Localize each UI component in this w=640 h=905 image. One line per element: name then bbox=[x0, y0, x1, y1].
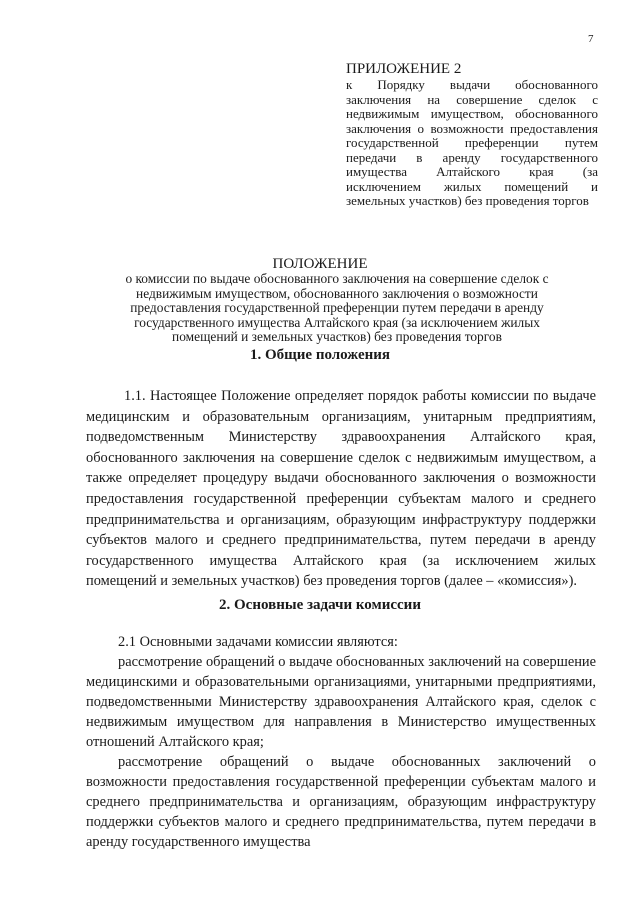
document-subtitle: о комиссии по выдаче обоснованного заключения на совершение сделок с недвижимым имуществом, обоснованного заключения о возможности предоставления государственной преференции путем передачи в аренду государственного имущества Алтайского края (за исключением жилых помещений и земельных участков) без проведения торгов bbox=[125, 271, 549, 345]
section-heading-tasks: 2. Основные задачи комиссии bbox=[219, 597, 421, 613]
paragraph: 1.1. Настоящее Положение определяет порядок работы комиссии по выдаче медицинским и образовательным организациям, унитарным предприятиям, подведомственным Министерству здравоохранения Алтайского края, обоснованного заключения на совершение сделок с недвижимым имуществом, а также определяет процедуру выдачи обоснованного заключения о возможности предоставления государственной преференции субъектам малого и среднего предпринимательства и организациям, образующим инфраструктуру поддержки субъектов малого и среднего предпринимательства, путем передачи в аренду государственного имущества Алтайского края (за исключением жилых помещений и земельных участков) без проведения торгов (далее – «комиссия»). bbox=[86, 388, 596, 590]
list-item: рассмотрение обращений о выдаче обоснованных заключений о возможности предоставления государственной преференции субъектам малого и среднего предпринимательства и организациям, образующим инфраструктуру поддержки субъектов малого и среднего предпринимательства, путем передачи в аренду государственного имущества bbox=[86, 754, 596, 850]
appendix-title: ПРИЛОЖЕНИЕ 2 bbox=[346, 61, 462, 77]
section-body-general bbox=[86, 386, 596, 592]
list-item: рассмотрение обращений о выдаче обоснованных заключений на совершение медицинскими и образовательными организациями, унитарными предприятиями, подведомственными Министерству здравоохранения Алтайского края, сделок с недвижимым имуществом для направления в Министерство имущественных отношений Алтайского края; bbox=[86, 654, 596, 750]
section-body-tasks bbox=[86, 632, 596, 852]
section-heading-general: 1. Общие положения bbox=[249, 347, 391, 363]
document-title: ПОЛОЖЕНИЕ bbox=[272, 256, 368, 272]
paragraph-lead: 2.1 Основными задачами комиссии являются: bbox=[118, 634, 398, 650]
appendix-block bbox=[346, 61, 598, 209]
page-number: 7 bbox=[588, 33, 594, 45]
appendix-text: к Порядку выдачи обоснованного заключения на совершение сделок с недвижимым имуществом, обоснованного заключения о возможности предоставления государственной преференции путем передачи в аренду государственного имущества Алтайского края (за исключением жилых помещений и земельных участков) без проведения торгов bbox=[346, 77, 598, 208]
